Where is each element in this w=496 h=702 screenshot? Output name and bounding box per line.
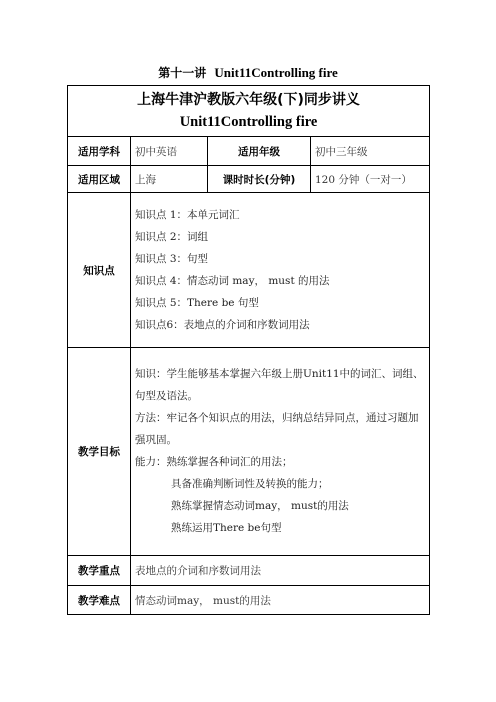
- goals-row: [68, 348, 430, 556]
- region-duration-row: [68, 166, 430, 193]
- page-heading: [0, 64, 496, 81]
- knowledge-label: 知识点: [68, 193, 131, 348]
- goal-ability-item: 熟练运用There be句型: [171, 522, 282, 534]
- goal-method: 方法：牢记各个知识点的用法，归纳总结异同点，通过习题加强巩固。: [135, 412, 419, 446]
- knowledge-point: 知识点 5：There be 句型: [135, 296, 259, 309]
- region-label: 适用区域: [68, 166, 131, 193]
- goal-ability: 能力：熟练掌握各种词汇的用法；: [135, 456, 293, 468]
- goals-label: 教学目标: [68, 348, 131, 556]
- unit-title: Unit11Controlling fire: [214, 65, 338, 80]
- knowledge-cell: [131, 193, 430, 348]
- duration-value: 120 分钟（一对一）: [311, 166, 430, 193]
- knowledge-point: 知识点 4：情态动词 may， must 的用法: [135, 274, 330, 287]
- grade-value: 初中三年级: [311, 137, 430, 166]
- lecture-number: 第十一讲: [158, 66, 207, 80]
- title-row: [68, 86, 430, 137]
- region-value: 上海: [131, 166, 208, 193]
- knowledge-point: 知识点 1：本单元词汇: [135, 208, 240, 221]
- title-cell: [68, 86, 430, 137]
- knowledge-row: [68, 193, 430, 348]
- goals-cell: [131, 348, 430, 556]
- difficulty-label: 教学难点: [68, 586, 131, 615]
- difficulty-value: 情态动词may， must的用法: [131, 586, 430, 615]
- focus-label: 教学重点: [68, 556, 131, 586]
- lesson-plan-table: [67, 85, 430, 615]
- subject-value: 初中英语: [131, 137, 208, 166]
- focus-row: [68, 556, 430, 586]
- difficulty-row: [68, 586, 430, 615]
- duration-label: 课时时长(分钟): [208, 166, 311, 193]
- subject-grade-row: [68, 137, 430, 166]
- focus-value: 表地点的介词和序数词用法: [131, 556, 430, 586]
- goal-knowledge: 知识：学生能够基本掌握六年级上册Unit11中的词汇、词组、句型及语法。: [135, 368, 424, 402]
- goal-ability-item: 具备准确判断词性及转换的能力；: [171, 478, 329, 490]
- course-title: 上海牛津沪教版六年级(下)同步讲义: [137, 92, 360, 108]
- grade-label: 适用年级: [208, 137, 311, 166]
- subject-label: 适用学科: [68, 137, 131, 166]
- goal-ability-item: 熟练掌握情态动词may， must的用法: [171, 500, 349, 512]
- knowledge-point: 知识点 3：句型: [135, 252, 209, 265]
- knowledge-point: 知识点6：表地点的介词和序数词用法: [135, 318, 310, 331]
- knowledge-point: 知识点 2：词组: [135, 230, 209, 243]
- course-unit-title: Unit11Controlling fire: [179, 114, 318, 130]
